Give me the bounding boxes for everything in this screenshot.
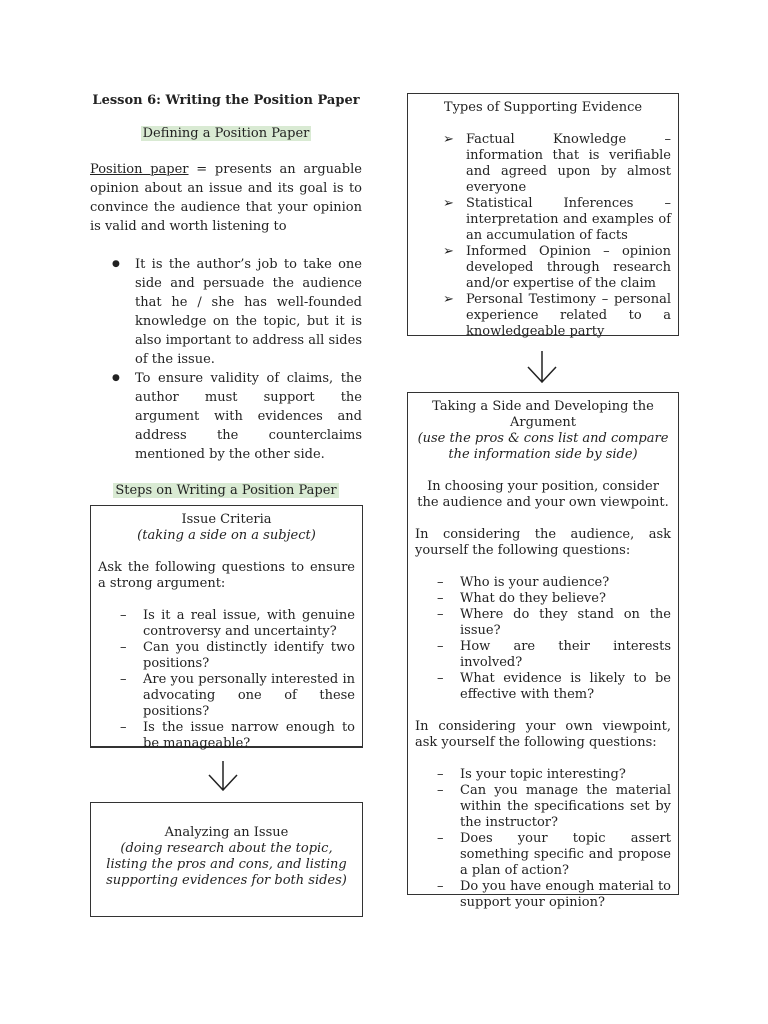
issue-criteria-item: – Is the issue narrow enough to be manageable? [98, 720, 355, 752]
evidence-item [415, 244, 671, 292]
audience-question: – What do they believe? [415, 591, 671, 607]
viewpoint-question: – Can you manage the material within the specifications set by the instructor? [415, 783, 671, 831]
issue-criteria-subtitle: (taking a side on a subject) [137, 528, 316, 543]
section-heading-definition-text: Defining a Position Paper [142, 126, 310, 141]
definition-text: = presents an arguable opinion about an issue and its goal is to convince the audience that your opinion is valid and worth listening to [90, 162, 362, 234]
audience-question: – Who is your audience? [415, 575, 671, 591]
evidence-item [415, 292, 671, 340]
issue-criteria-intro: Ask the following questions to ensure a strong argument: [98, 560, 355, 591]
viewpoint-question: – Do you have enough material to support your opinion? [415, 879, 671, 911]
audience-question: – How are their interests involved? [415, 639, 671, 671]
arrowhead-bullet-icon: ➢ [443, 292, 454, 307]
analyzing-issue-box [90, 802, 363, 917]
issue-criteria-title: Issue Criteria [181, 512, 272, 527]
viewpoint-questions [415, 767, 671, 911]
evidence-term: Informed Opinion [466, 244, 591, 259]
supporting-evidence-title: Types of Supporting Evidence [443, 100, 643, 115]
supporting-evidence-box [407, 93, 679, 339]
viewpoint-question: – Does your topic assert something specific and propose a plan of action? [415, 831, 671, 879]
definition-bullets [90, 255, 362, 464]
evidence-term: Statistical Inferences [466, 196, 634, 211]
lesson-title: Lesson 6: Writing the Position Paper [92, 93, 360, 108]
viewpoint-question: – Is your topic interesting? [415, 767, 671, 783]
issue-criteria-item: – Is it a real issue, with genuine controversy and uncertainty? [98, 608, 355, 640]
audience-question: – Where do they stand on the issue? [415, 607, 671, 639]
taking-side-subtitle: (use the pros & cons list and compare the information side by side) [417, 431, 669, 462]
taking-side-title: Taking a Side and Developing the Argument [432, 399, 654, 430]
evidence-term: Factual Knowledge [466, 132, 627, 147]
issue-criteria-list [98, 608, 355, 752]
evidence-desc: – opinion developed through research and/or expertise of the claim [466, 244, 671, 291]
arrowhead-bullet-icon: ➢ [443, 244, 454, 259]
evidence-item [415, 132, 671, 196]
section-heading-steps [90, 483, 362, 498]
bullet-item: ● To ensure validity of claims, the author must support the argument with evidences and address the counterclaims mentioned by the other side. [90, 369, 362, 464]
evidence-item [415, 196, 671, 244]
left-column [90, 90, 362, 498]
bullet-item: ● It is the author’s job to take one side and persuade the audience that he / she has well-founded knowledge on the topic, but it is also important to address all sides of the issue. [90, 255, 362, 369]
issue-criteria-item: – Are you personally interested in advocating one of these positions? [98, 672, 355, 720]
section-heading-definition [90, 126, 362, 141]
arrowhead-bullet-icon: ➢ [443, 132, 454, 147]
section-heading-steps-text: Steps on Writing a Position Paper [115, 483, 337, 498]
down-arrow-icon [524, 350, 560, 384]
definition-term: Position paper [90, 162, 189, 177]
evidence-desc: – interpretation and examples of an accumulation of facts [466, 196, 671, 243]
analyzing-issue-title: Analyzing an Issue [164, 825, 289, 840]
evidence-desc: – personal experience related to a knowledgeable party [466, 292, 671, 339]
taking-side-box [407, 392, 679, 910]
viewpoint-intro: In considering your own viewpoint, ask yourself the following questions: [415, 719, 671, 750]
audience-intro: In considering the audience, ask yourself the following questions: [415, 527, 671, 558]
audience-question: – What evidence is likely to be effective with them? [415, 671, 671, 703]
analyzing-issue-subtitle: (doing research about the topic, listing the pros and cons, and listing supporting evidences for both sides) [106, 841, 347, 888]
issue-criteria-item: – Can you distinctly identify two positions? [98, 640, 355, 672]
issue-criteria-box [90, 505, 363, 751]
down-arrow-icon [205, 760, 241, 792]
audience-questions [415, 575, 671, 703]
definition-paragraph [90, 160, 362, 236]
evidence-desc: – information that is verifiable and agreed upon by almost everyone [466, 132, 671, 195]
taking-side-choosing: In choosing your position, consider the audience and your own viewpoint. [417, 479, 669, 510]
evidence-list [415, 132, 671, 340]
arrowhead-bullet-icon: ➢ [443, 196, 454, 211]
evidence-term: Personal Testimony [466, 292, 596, 307]
